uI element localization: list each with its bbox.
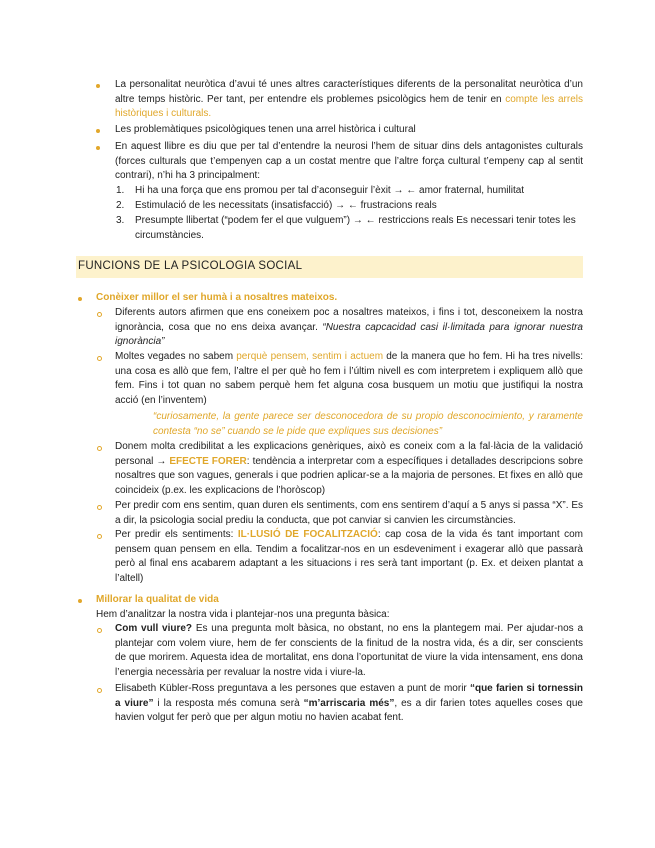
sec2-title: Millorar la qualitat de vida xyxy=(96,594,219,605)
sub-bullet-ring xyxy=(97,688,102,693)
sec1-paragraph-1: Diferents autors afirmen que ens coneixem poc a nosaltres mateixos, i fins i tot, desconeixem la nostra ignorància, cosa que no ens deixa avançar. “Nuestra capcacidad casi il·limitada para ignorar nuestra ignorància” xyxy=(115,307,583,347)
intro-bullet-3: En aquest llibre es diu que per tal d’entendre la neurosi l’hem de situar dins dels antagonistes culturals (forces culturals que t’empenyen cap a un costat mentre que l’altre força cultural t’empeny cap al sentit contrari), n’hi ha 3 principalment: xyxy=(115,141,583,181)
sub-bullet-ring xyxy=(97,628,102,633)
sec1-title: Conèixer millor el ser humà i a nosaltres mateixos. xyxy=(96,292,338,303)
sec1-paragraph-5: Per predir els sentiments: IL·LUSIÓ DE FOCALITZACIÓ: cap cosa de la vida és tant important com pensem quan pensem en ella. Tendim a focalitzar-nos en un esdeveniment i exagerar allò que passarà però al final ens acabarem adaptant a les situacions i res serà tant important (p. Ex. et deixen plantat a l’altell) xyxy=(115,529,583,584)
sub-bullet-ring xyxy=(97,505,102,510)
numbered-item-3: Presumpte llibertat (“podem fer el que vulguem”) → ← restriccions reals Es necessari tenir totes les circumstàncies. xyxy=(135,215,576,241)
sub-bullet-ring xyxy=(97,356,102,361)
sec2-intro: Hem d’analitzar la nostra vida i plantejar-nos una pregunta bàsica: xyxy=(96,609,390,620)
section-heading: FUNCIONS DE LA PSICOLOGIA SOCIAL xyxy=(78,260,303,272)
sec1-quote: “curiosamente, la gente parece ser desconocedora de su propio desconocimiento, y raramente contesta “no se” cuando se le pide que expliques sus decisiones” xyxy=(153,411,583,437)
intro-bullet-2: Les problemàtiques psicològiques tenen una arrel històrica i cultural xyxy=(115,124,416,135)
bullet-dot xyxy=(96,84,100,88)
numbered-item-2: Estimulació de les necessitats (insatisfacció) → ← frustracions reals xyxy=(135,200,437,211)
sec1-paragraph-3: Donem molta credibilitat a les explicacions genèriques, això es coneix com a la fal·làcia de la validació personal → EFECTE FORER: tendència a interpretar com a específiques i detallades descripcions sobre nosaltres que son vagues, generals i que podrien aplicar-se a la majoria de persones. Et fixes en allò que coincideix (p.ex. les explicacions de l’horòscop) xyxy=(115,441,584,496)
sub-bullet-ring xyxy=(97,534,102,539)
sec1-paragraph-2: Moltes vegades no sabem perquè pensem, sentim i actuem de la manera que ho fem. Hi ha tres nivells: una cosa es allò que fem, l’altre el per què ho fem i l’últim nivell es com interpretem i expliquem allò que fem. Fins i tot quan no sabem perquè hem fet alguna cosa busquem un motiu que justifiqui la nostra acció (en l’inventem) xyxy=(115,351,583,406)
list-number: 1. xyxy=(116,185,125,196)
numbered-item-1: Hi ha una força que ens promou per tal d’aconseguir l’èxit → ← amor fraternal, humilitat xyxy=(135,185,525,196)
bullet-dot xyxy=(96,146,100,150)
bullet-dot xyxy=(78,297,82,301)
intro-bullet-1: La personalitat neuròtica d’avui té unes altres característiques diferents de la personalitat neuròtica d’un altre temps històric. Per tant, per entendre els problemes psicològics hem de tenir en compte les arrels històriques i culturals. xyxy=(115,79,583,119)
list-number: 2. xyxy=(116,200,125,211)
bullet-dot xyxy=(96,129,100,133)
sec2-paragraph-2: Elisabeth Kübler-Ross preguntava a les persones que estaven a punt de morir “que farien si tornessin a viure” i la resposta més comuna serà “m’arriscaria més”, es a dir farien totes aquelles coses que havien volgut fer però que per algun motiu no havien acabat fent. xyxy=(115,683,583,723)
sec1-paragraph-4: Per predir com ens sentim, quan duren els sentiments, com ens sentirem d’aquí a 5 anys si passa “X”. Es a dir, la psicologia social prediu la conducta, que pot canviar si canvien les circumstàncies. xyxy=(115,500,583,526)
sub-bullet-ring xyxy=(97,446,102,451)
sec2-paragraph-1: Com vull viure? Es una pregunta molt bàsica, no obstant, no ens la plantegem mai. Per ajudar-nos a plantejar com volem viure, hem de fer conscients de la finitud de la nostra vida, és a dir, ser conscients de que morirem. Aquesta idea de mortalitat, ens dona l’oportunitat de viure la vida intensament, ens dona l’energia necessària per revaluar la nostre vida i viure-la. xyxy=(115,623,584,678)
list-number: 3. xyxy=(116,215,125,226)
bullet-dot xyxy=(78,599,82,603)
sub-bullet-ring xyxy=(97,312,102,317)
